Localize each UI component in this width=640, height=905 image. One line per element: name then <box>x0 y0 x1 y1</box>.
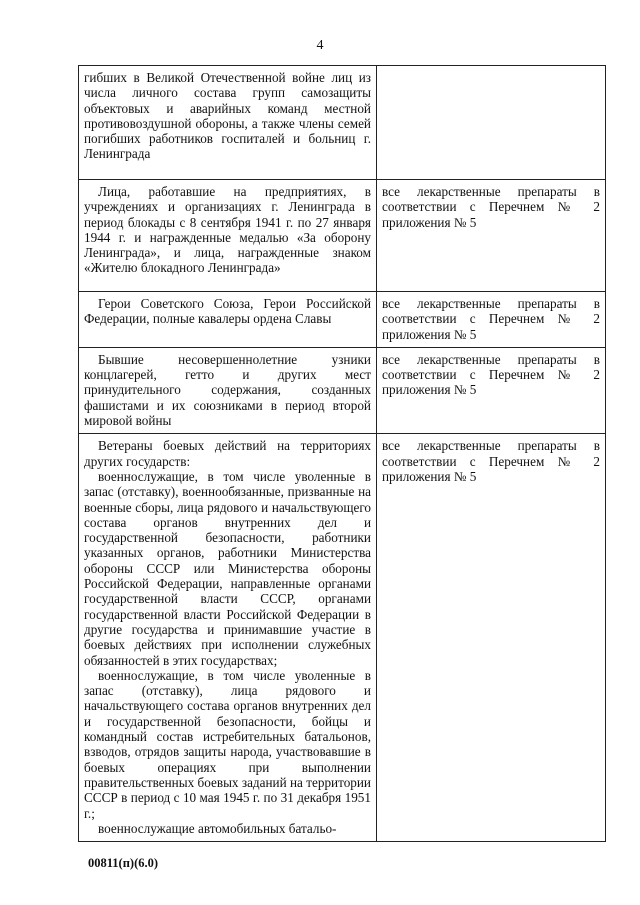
category-text: Бывшие несовершеннолетние узники концлагерей, гетто и других мест принудительного содержания, созданных фашистами и их союзниками в период второй мировой войны <box>84 351 371 429</box>
category-text: Герои Советского Союза, Герои Российской Федерации, полные кавалеры ордена Славы <box>84 296 371 327</box>
document-code: 00811(п)(6.0) <box>88 856 159 870</box>
category-text: Лица, работавшие на предприятиях, в учреждениях и организациях г. Ленинграда в период блокады с 8 сентября 1941 г. по 27 января 1944 г. и награжденные медалью «За оборону Ленинграда», и лица, награжденные знаком «Жителю блокадного Ленинграда» <box>84 184 371 276</box>
category-paragraph: военнослужащие, в том числе уволенные в запас (отставку), военнообязанные, призванные на военные сборы, лица рядового и начальствующего состава органов внутренних дел и государственной безопасности, работники указанных органов, работники Министерства обороны СССР или Министерства обороны Российской Федерации, направленные органами государственной власти СССР, органами государственной власти Российской Федерации в другие государства и принимавшие участие в боевых действиях при исполнении служебных обязанностей в этих государствах; <box>84 468 371 668</box>
table-row <box>79 292 606 348</box>
category-cell <box>79 434 377 842</box>
category-cell <box>79 66 377 180</box>
table-row <box>79 434 606 842</box>
medication-cell: все лекарственные препараты в соответствии с Перечнем № 2 приложения № 5 <box>377 180 606 292</box>
medication-cell: все лекарственные препараты в соответствии с Перечнем № 2 приложения № 5 <box>377 292 606 348</box>
medication-cell: все лекарственные препараты в соответствии с Перечнем № 2 приложения № 5 <box>377 347 606 433</box>
category-paragraph: военнослужащие, в том числе уволенные в запас (отставку), лица рядового и начальствующего состава органов внутренних дел и государственной безопасности, бойцы и командный состав истребительных батальонов, взводов, отрядов защиты народа, участвовавшие в боевых операциях при выполнении правительственных боевых заданий на территории СССР в период с 10 мая 1945 г. по 31 декабря 1951 г.; <box>84 667 371 821</box>
category-cell <box>79 180 377 292</box>
medication-cell: все лекарственные препараты в соответствии с Перечнем № 2 приложения № 5 <box>377 434 606 842</box>
category-text: гибших в Великой Отечественной войне лиц из числа личного состава групп самозащиты объектовых и аварийных команд местной противовоздушной обороны, а также члены семей погибших работников госпиталей и больниц г. Ленинграда <box>84 70 371 162</box>
medication-cell <box>377 66 606 180</box>
page-number: 4 <box>316 38 324 53</box>
category-paragraph: военнослужащие автомобильных батальо- <box>98 820 337 836</box>
category-cell <box>79 347 377 433</box>
table-row <box>79 180 606 292</box>
benefits-table <box>78 65 606 842</box>
category-heading: Ветераны боевых действий на территориях других государств: <box>84 438 371 469</box>
table-row <box>79 347 606 433</box>
table-row <box>79 66 606 180</box>
category-cell <box>79 292 377 348</box>
